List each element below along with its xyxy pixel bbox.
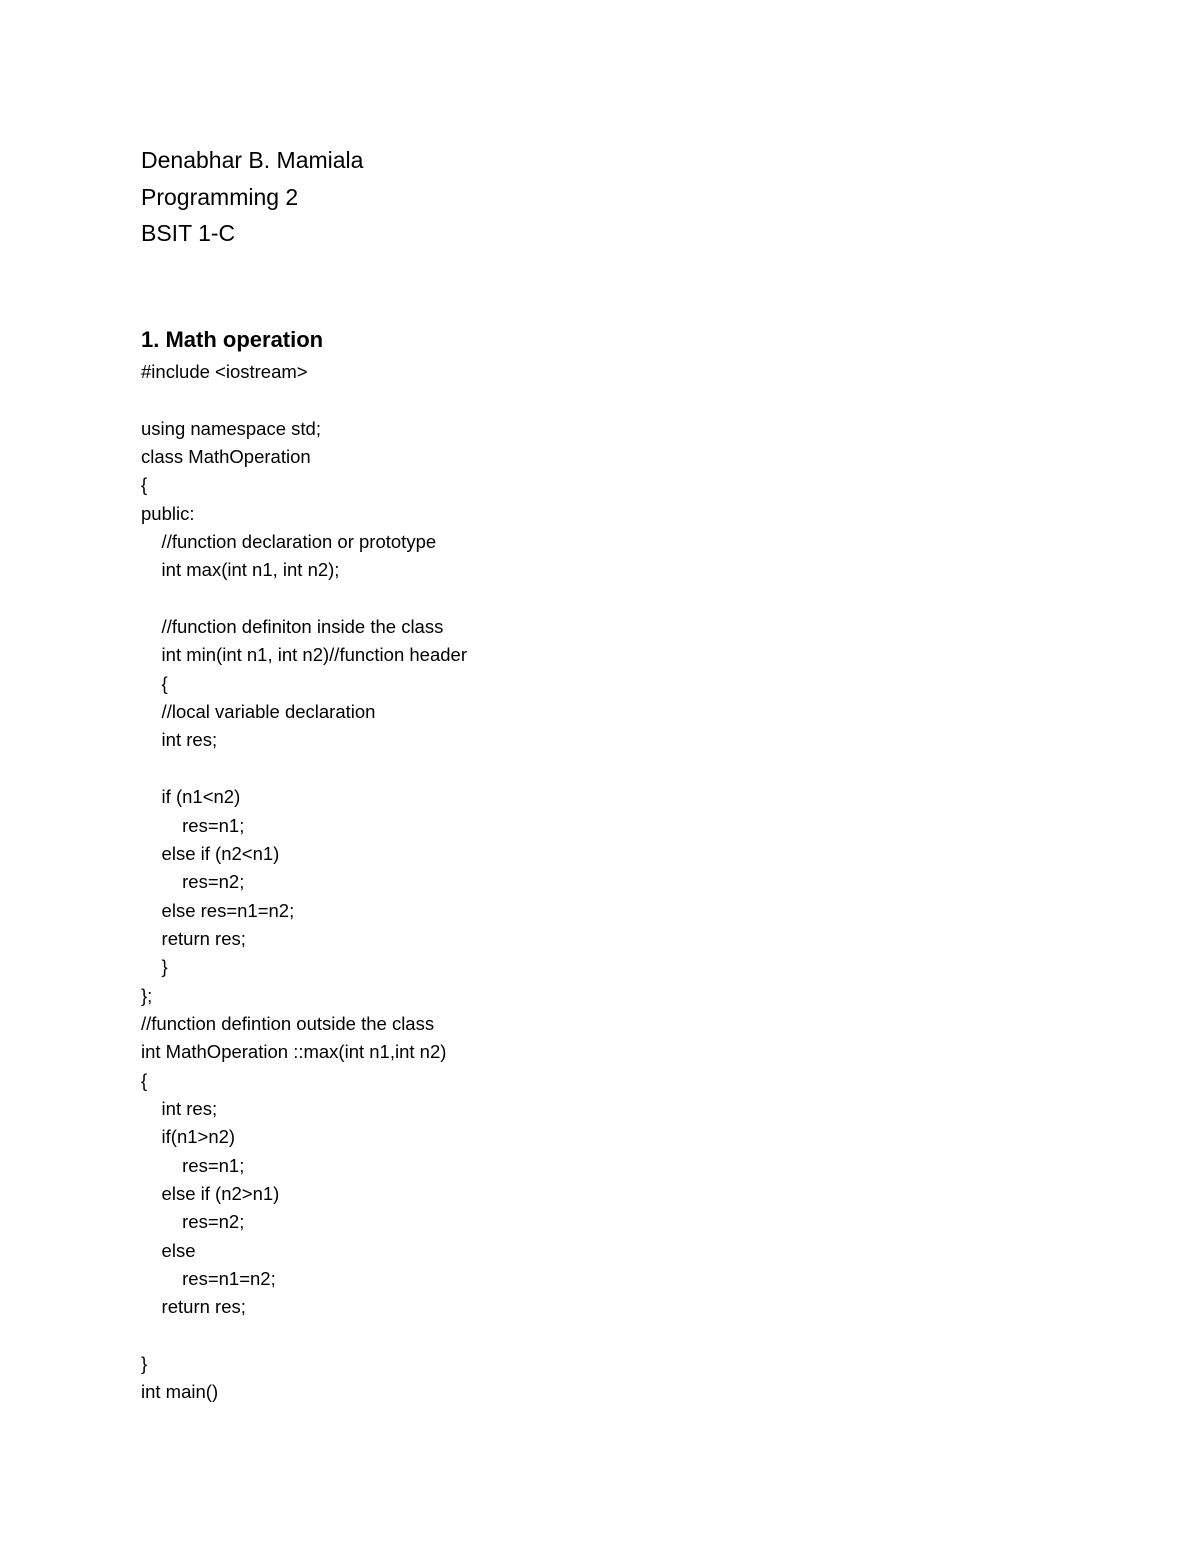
code-line: else res=n1=n2; [141,899,295,921]
code-line: int res; [141,1097,218,1119]
code-line: public: [141,502,195,524]
code-line [141,585,467,613]
code-line: int main() [141,1381,219,1403]
code-line: res=n1; [141,814,245,836]
code-line: class MathOperation [141,446,311,468]
code-line: //function defintion outside the class [141,1012,435,1034]
code-line: { [141,1069,148,1091]
code-line: int MathOperation ::max(int n1,int n2) [141,1041,447,1063]
code-line [141,1322,467,1350]
code-line: res=n2; [141,1211,245,1233]
document-header [141,142,363,252]
code-line: { [141,474,148,496]
code-line: int max(int n1, int n2); [141,559,340,581]
code-line: else if (n2>n1) [141,1182,280,1204]
code-line: //function declaration or prototype [141,531,437,553]
section-code: BSIT 1-C [141,220,236,246]
code-line: else [141,1239,196,1261]
student-name: Denabhar B. Mamiala [141,147,364,173]
code-line: return res; [141,927,246,949]
code-line: }; [141,984,153,1006]
code-line: { [141,672,168,694]
code-line: #include <iostream> [141,361,308,382]
code-line: else if (n2<n1) [141,842,280,864]
code-listing [141,358,467,1407]
code-line: res=n1; [141,1154,245,1176]
code-line: res=n2; [141,871,245,893]
code-line [141,386,467,414]
code-line [141,755,467,783]
code-line: //function definiton inside the class [141,616,444,638]
code-line: int min(int n1, int n2)//function header [141,644,467,666]
code-line: return res; [141,1296,246,1318]
code-line: int res; [141,729,218,751]
code-line: res=n1=n2; [141,1268,276,1289]
code-line: //local variable declaration [141,701,376,723]
course-name: Programming 2 [141,183,299,210]
code-line: } [141,956,168,978]
code-line: using namespace std; [141,417,321,439]
code-line: if(n1>n2) [141,1126,236,1148]
code-line: } [141,1353,148,1375]
section-heading: 1. Math operation [141,327,324,352]
code-line: if (n1<n2) [141,786,241,808]
